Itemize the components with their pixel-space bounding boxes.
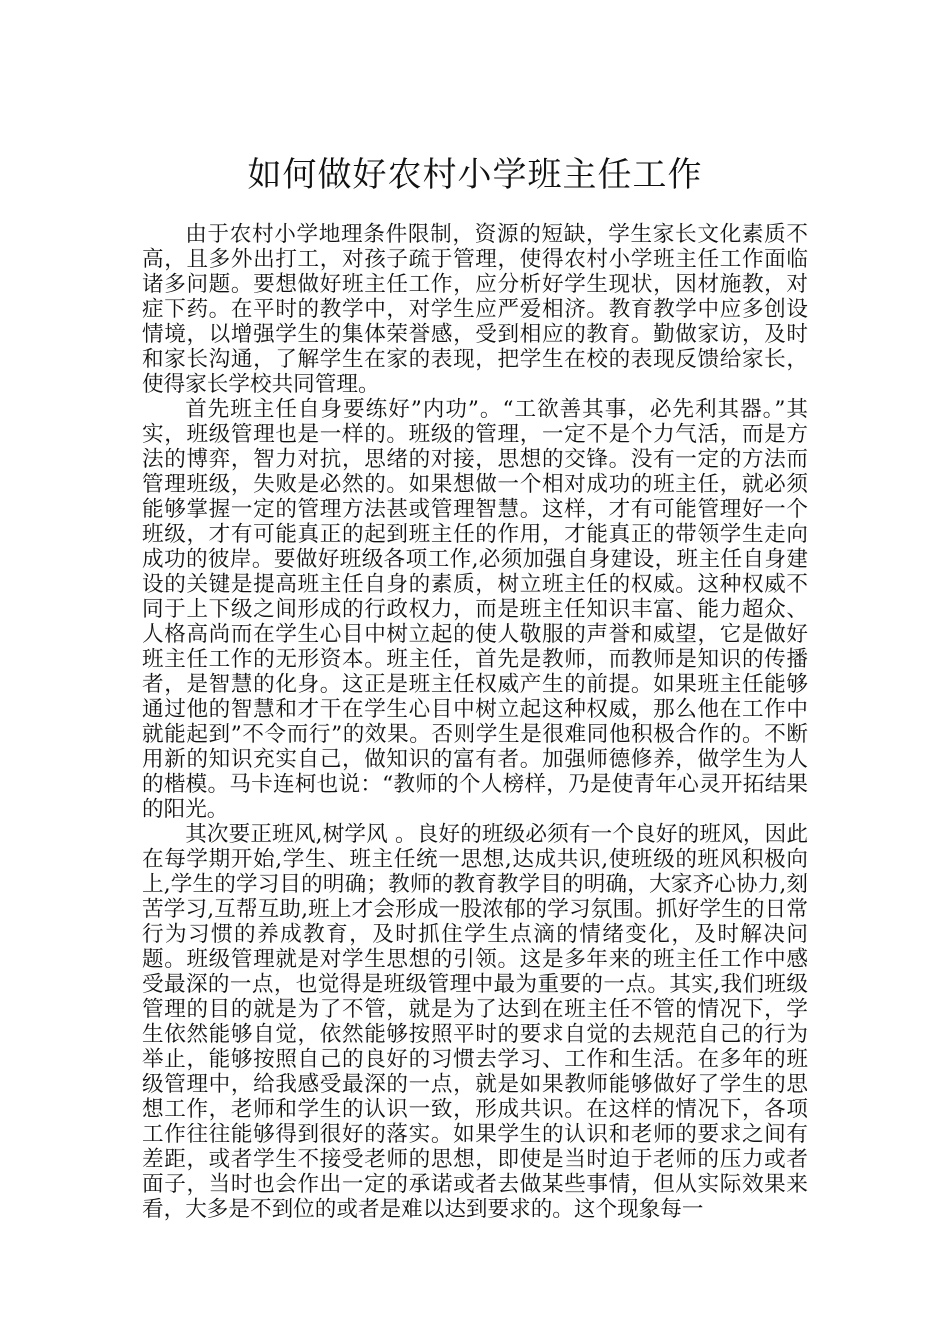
- document-title: 如何做好农村小学班主任工作: [247, 155, 703, 195]
- paragraph-intro: 由于农村小学地理条件限制，资源的短缺，学生家长文化素质不高，且多外出打工，对孩子疏于管理，使得农村小学班主任工作面临诸多问题。要想做好班主任工作，应分析好学生现状，因材施教，对症下药。在平时的教学中，对学生应严爱相济。教育教学中应多创设情境，以增强学生的集体荣誉感，受到相应的教育。勤做家访，及时和家长沟通，了解学生在家的表现，把学生在校的表现反馈给家长，使得家长学校共同管理。: [142, 222, 808, 397]
- document-body: [142, 222, 808, 1222]
- paragraph-teacher-self-cultivation: 首先班主任自身要练好”内功”。“工欲善其事，必先利其器。”其实，班级管理也是一样的。班级的管理，一定不是个力气活，而是方法的博弈，智力对抗，思绪的对接，思想的交锋。没有一定的方法而管理班级，失败是必然的。如果想做一个相对成功的班主任，就必须能够掌握一定的管理方法甚或管理智慧。这样，才有可能管理好一个班级，才有可能真正的起到班主任的作用，才能真正的带领学生走向成功的彼岸。要做好班级各项工作,必须加强自身建设，班主任自身建设的关键是提高班主任自身的素质，树立班主任的权威。这种权威不同于上下级之间形成的行政权力，而是班主任知识丰富、能力超众、人格高尚而在学生心目中树立起的使人敬服的声誉和威望，它是做好班主任工作的无形资本。班主任，首先是教师，而教师是知识的传播者，是智慧的化身。这正是班主任权威产生的前提。如果班主任能够通过他的智慧和才干在学生心目中树立起这种权威，那么他在工作中就能起到”不令而行”的效果。否则学生是很难同他积极合作的。不断用新的知识充实自己，做知识的富有者。加强师德修养，做学生为人的楷模。马卡连柯也说：“教师的个人榜样，乃是使青年心灵开拓结果的阳光。: [142, 397, 808, 822]
- paragraph-class-style: 其次要正班风,树学风 。良好的班级必须有一个良好的班风，因此在每学期开始,学生、班主任统一思想,达成共识,使班级的班风积极向上,学生的学习目的明确；教师的教育教学目的明确，大家齐心协力,刻苦学习,互帮互助,班上才会形成一股浓郁的学习氛围。抓好学生的日常行为习惯的养成教育，及时抓住学生点滴的情绪变化，及时解决问题。班级管理就是对学生思想的引领。这是多年来的班主任工作中感受最深的一点，也觉得是班级管理中最为重要的一点。其实,我们班级管理的目的就是为了不管，就是为了达到在班主任不管的情况下，学生依然能够自觉，依然能够按照平时的要求自觉的去规范自己的行为举止，能够按照自己的良好的习惯去学习、工作和生活。在多年的班级管理中，给我感受最深的一点，就是如果教师能够做好了学生的思想工作，老师和学生的认识一致，形成共识。在这样的情况下，各项工作往往能够得到很好的落实。如果学生的认识和老师的要求之间有差距，或者学生不接受老师的思想，即使是当时迫于老师的压力或者面子，当时也会作出一定的承诺或者去做某些事情，但从实际效果来看，大多是不到位的或者是难以达到要求的。这个现象每一: [142, 822, 808, 1222]
